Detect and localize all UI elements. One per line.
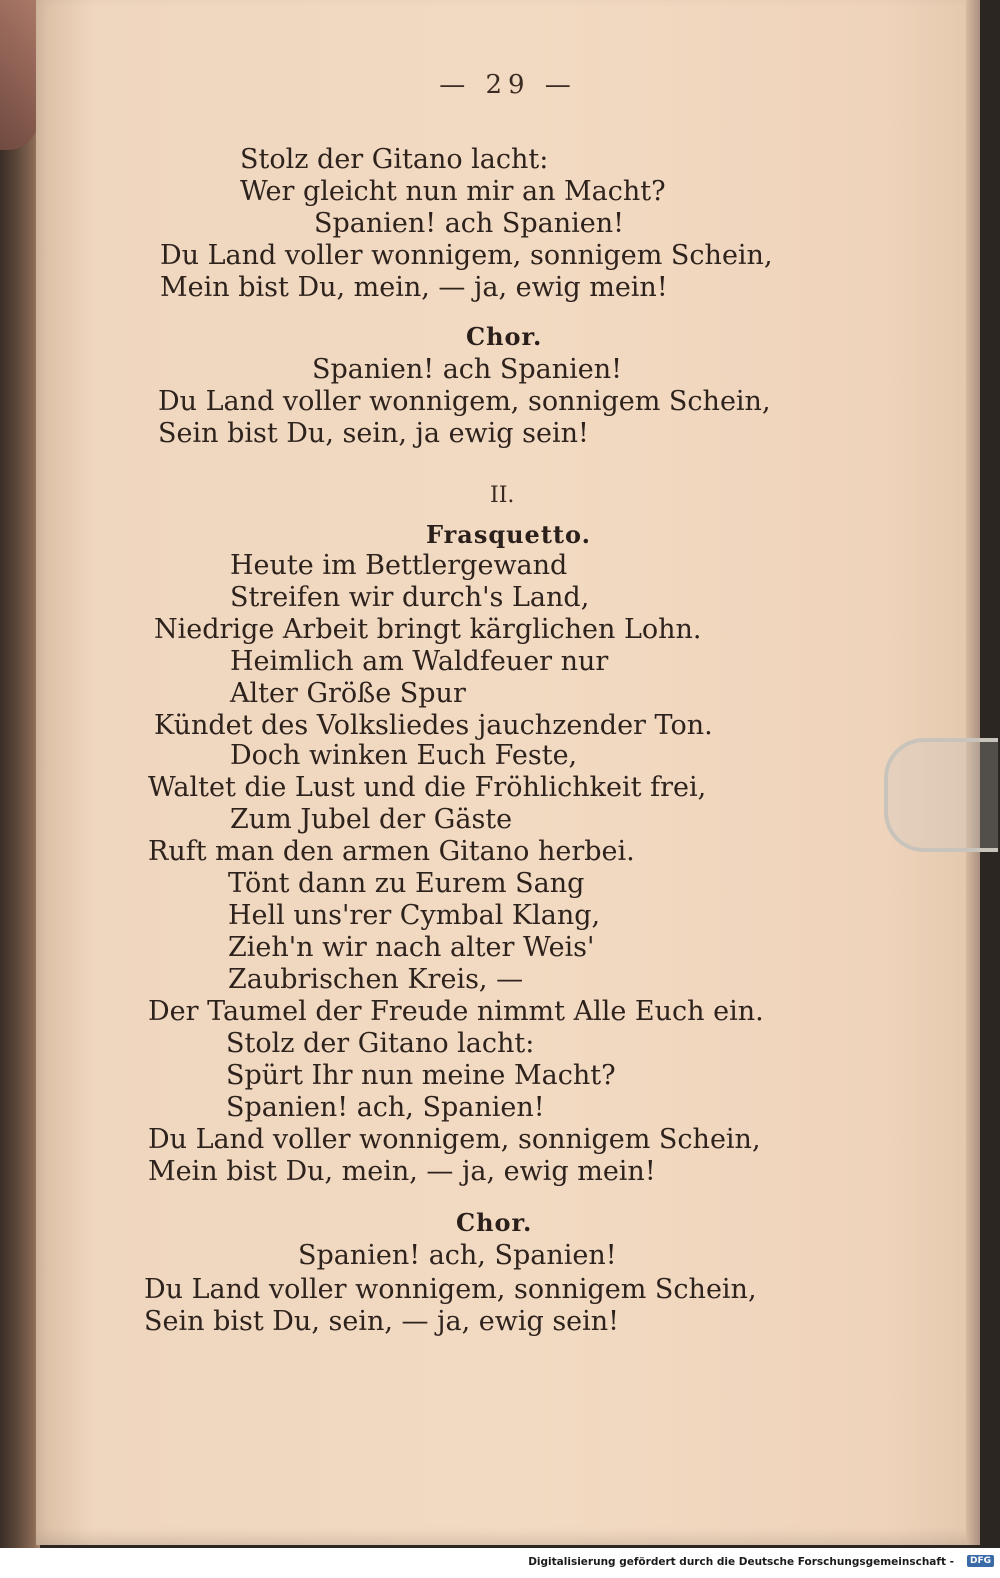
- verse-line: Heimlich am Waldfeuer nur: [230, 646, 609, 677]
- verse-line: Spanien! ach Spanien!: [314, 208, 625, 239]
- verse-line: Du Land voller wonnigem, sonnigem Schein,: [160, 240, 773, 271]
- chor-heading: Chor.: [466, 322, 543, 351]
- verse-line: Sein bist Du, sein, — ja, ewig sein!: [144, 1306, 620, 1337]
- verse-line: Zum Jubel der Gäste: [230, 804, 513, 835]
- book-spine: [0, 0, 40, 1578]
- verse-line: Waltet die Lust und die Fröhlichkeit frei,: [148, 772, 707, 803]
- book-page: [36, 0, 980, 1545]
- verse-line: Sein bist Du, sein, ja ewig sein!: [158, 418, 589, 449]
- verse-line: Spanien! ach, Spanien!: [298, 1240, 617, 1271]
- footer-credit: Digitalisierung gefördert durch die Deutsche Forschungsgemeinschaft -: [528, 1556, 954, 1568]
- verse-line: Zieh'n wir nach alter Weis': [228, 932, 595, 963]
- spine-curl: [0, 0, 38, 150]
- verse-line: Streifen wir durch's Land,: [230, 582, 590, 613]
- verse-line: Zaubrischen Kreis, —: [228, 964, 524, 995]
- chor-heading: Chor.: [456, 1208, 533, 1237]
- verse-line: Kündet des Volksliedes jauchzender Ton.: [154, 710, 713, 741]
- section-numeral: II.: [490, 483, 515, 508]
- verse-line: Stolz der Gitano lacht:: [240, 144, 549, 175]
- verse-line: Spanien! ach Spanien!: [312, 354, 623, 385]
- verse-line: Der Taumel der Freude nimmt Alle Euch ein.: [148, 996, 764, 1027]
- verse-line: Spürt Ihr nun meine Macht?: [226, 1060, 616, 1091]
- verse-line: Alter Größe Spur: [230, 678, 466, 709]
- verse-line: Niedrige Arbeit bringt kärglichen Lohn.: [154, 614, 702, 645]
- verse-line: Tönt dann zu Eurem Sang: [228, 868, 585, 899]
- page-number: — 29 —: [439, 70, 577, 100]
- verse-line: Du Land voller wonnigem, sonnigem Schein,: [158, 386, 771, 417]
- verse-line: Wer gleicht nun mir an Macht?: [240, 176, 666, 207]
- paper-clip: [884, 738, 998, 852]
- verse-line: Mein bist Du, mein, — ja, ewig mein!: [148, 1156, 656, 1187]
- verse-line: Du Land voller wonnigem, sonnigem Schein,: [144, 1274, 757, 1305]
- verse-line: Doch winken Euch Feste,: [230, 740, 578, 771]
- dfg-logo: DFG: [967, 1555, 994, 1567]
- verse-line: Hell uns'rer Cymbal Klang,: [228, 900, 601, 931]
- verse-line: Stolz der Gitano lacht:: [226, 1028, 535, 1059]
- footer-bar: [0, 1548, 1000, 1578]
- verse-line: Ruft man den armen Gitano herbei.: [148, 836, 635, 867]
- speaker-heading: Frasquetto.: [426, 520, 591, 549]
- verse-line: Heute im Bettlergewand: [230, 550, 568, 581]
- verse-line: Du Land voller wonnigem, sonnigem Schein,: [148, 1124, 761, 1155]
- verse-line: Mein bist Du, mein, — ja, ewig mein!: [160, 272, 668, 303]
- verse-line: Spanien! ach, Spanien!: [226, 1092, 545, 1123]
